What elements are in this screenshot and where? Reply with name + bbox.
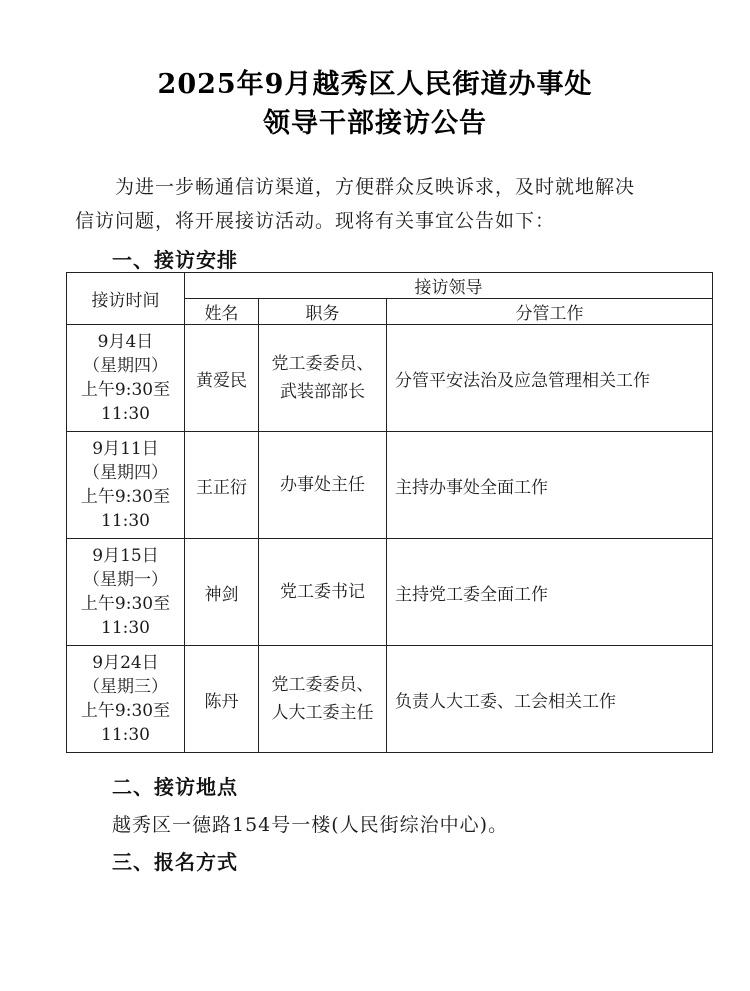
- duty-cell: 分管平安法治及应急管理相关工作: [387, 325, 713, 432]
- duty-cell: 负责人大工委、工会相关工作: [387, 646, 713, 753]
- time-end-text: 11:30: [101, 725, 150, 745]
- date-text: 9月24日: [92, 653, 159, 673]
- section2-heading: 二、接访地点: [112, 775, 238, 799]
- date-text: 9月11日: [92, 439, 159, 459]
- position-line1: 党工委委员、: [271, 675, 374, 695]
- table-row: [67, 432, 713, 539]
- header-name: 姓名: [185, 299, 259, 325]
- position-line1: 党工委书记: [280, 582, 365, 602]
- intro-paragraph: [75, 170, 695, 238]
- intro-line1: 为进一步畅通信访渠道，方便群众反映诉求，及时就地解决: [115, 176, 636, 198]
- time-start-text: 上午9:30至: [80, 594, 171, 614]
- position-cell: [259, 432, 387, 539]
- position-line2: 武装部部长: [280, 382, 365, 402]
- table-row: [67, 539, 713, 646]
- table-row: [67, 646, 713, 753]
- duty-cell: 主持办事处全面工作: [387, 432, 713, 539]
- duty-cell: 主持党工委全面工作: [387, 539, 713, 646]
- date-cell: [67, 539, 185, 646]
- position-line1: 党工委委员、: [271, 354, 374, 374]
- position-cell: [259, 325, 387, 432]
- date-cell: [67, 325, 185, 432]
- date-text: 9月15日: [92, 546, 159, 566]
- table-row: [67, 325, 713, 432]
- time-end-text: 11:30: [101, 404, 150, 424]
- date-cell: [67, 432, 185, 539]
- section3-heading: 三、报名方式: [112, 850, 238, 874]
- address-text: 越秀区一德路154号一楼(人民街综治中心)。: [112, 814, 509, 836]
- time-end-text: 11:30: [101, 618, 150, 638]
- time-start-text: 上午9:30至: [80, 380, 171, 400]
- position-cell: [259, 539, 387, 646]
- position-line2: 人大工委主任: [271, 703, 374, 723]
- time-start-text: 上午9:30至: [80, 701, 171, 721]
- section1-heading: 一、接访安排: [112, 248, 238, 272]
- schedule-table: [66, 272, 713, 753]
- notice-title-line2: 领导干部接访公告: [263, 108, 487, 139]
- position-cell: [259, 646, 387, 753]
- leader-name: 王正衍: [185, 432, 259, 539]
- header-leader: 接访领导: [185, 273, 713, 299]
- leader-name: 神剑: [185, 539, 259, 646]
- date-cell: [67, 646, 185, 753]
- leader-name: 陈丹: [185, 646, 259, 753]
- header-duty: 分管工作: [387, 299, 713, 325]
- header-time: 接访时间: [67, 273, 185, 325]
- time-start-text: 上午9:30至: [80, 487, 171, 507]
- leader-name: 黄爱民: [185, 325, 259, 432]
- weekday-text: （星期三）: [83, 677, 168, 697]
- weekday-text: （星期四）: [83, 356, 168, 376]
- header-position: 职务: [259, 299, 387, 325]
- notice-title-line1: 2025年9月越秀区人民街道办事处: [157, 69, 593, 100]
- weekday-text: （星期一）: [83, 570, 168, 590]
- date-text: 9月4日: [97, 332, 154, 352]
- position-line1: 办事处主任: [280, 475, 365, 495]
- intro-line2: 信访问题，将开展接访活动。现将有关事宜公告如下：: [75, 210, 556, 232]
- time-end-text: 11:30: [101, 511, 150, 531]
- weekday-text: （星期四）: [83, 463, 168, 483]
